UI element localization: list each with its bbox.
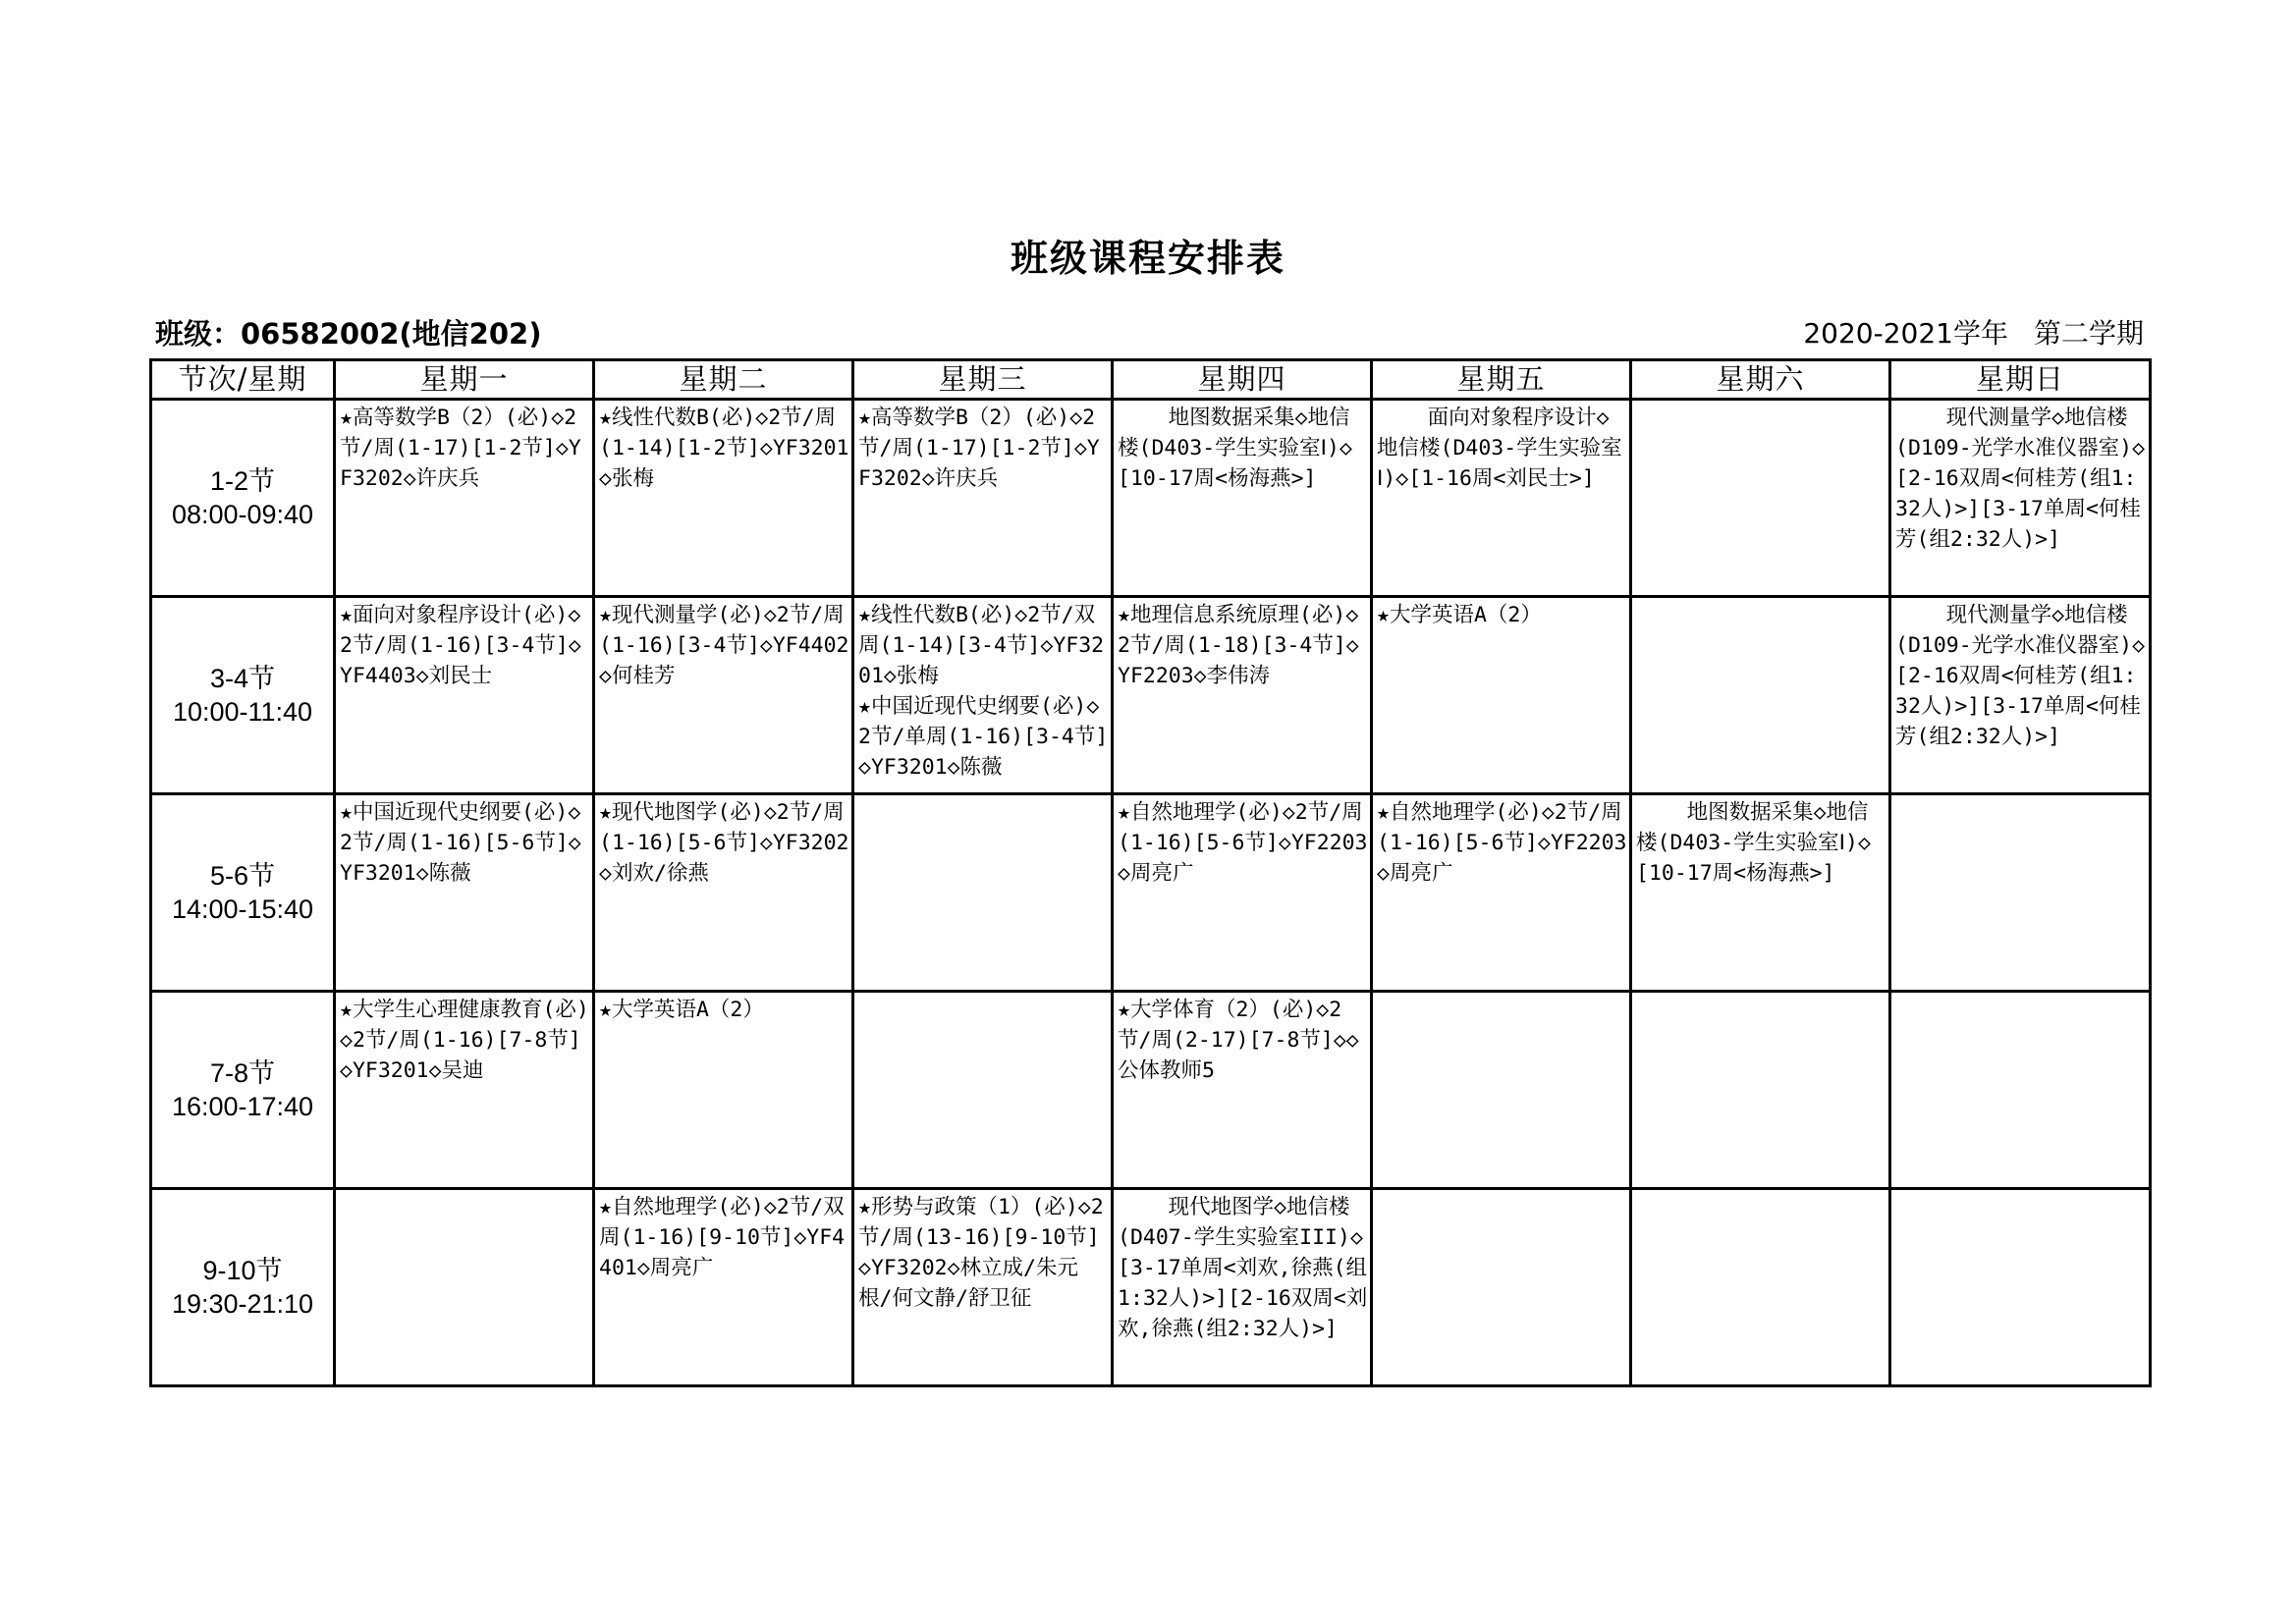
course-text: ★中国近现代史纲要(必)◇2节/周(1-16)[5-6节]◇YF3201◇陈薇 [340, 800, 581, 886]
course-cell [1372, 597, 1631, 794]
course-text: ★现代地图学(必)◇2节/周(1-16)[5-6节]◇YF3202◇刘欢/徐燕 [599, 800, 849, 886]
table-row [151, 597, 2151, 794]
course-cell [853, 992, 1113, 1189]
course-text: ★形势与政策（1）(必)◇2节/周(13-16)[9-10节]◇YF3202◇林立成/朱元根/何文静/舒卫征 [858, 1195, 1104, 1311]
class-label: 班级：06582002(地信202) [155, 317, 542, 351]
period-time: 16:00-17:40 [171, 1092, 314, 1121]
course-cell [1890, 597, 2151, 794]
day-header-mon: 星期一 [335, 360, 594, 400]
day-header-tue: 星期二 [594, 360, 853, 400]
period-time: 14:00-15:40 [171, 894, 314, 924]
course-cell [1372, 1189, 1631, 1386]
period-name: 3-4节 [209, 664, 276, 693]
day-header-fri: 星期五 [1372, 360, 1631, 400]
course-cell [1372, 794, 1631, 992]
course-cell [1890, 794, 2151, 992]
course-cell [335, 597, 594, 794]
course-text: ★现代测量学(必)◇2节/周(1-16)[3-4节]◇YF4402◇何桂芳 [599, 603, 849, 688]
course-cell [1372, 400, 1631, 597]
period-name: 5-6节 [209, 861, 276, 891]
course-text: ★自然地理学(必)◇2节/双周(1-16)[9-10节]◇YF4401◇周亮广 [599, 1195, 846, 1280]
period-cell [151, 597, 335, 794]
course-cell [335, 992, 594, 1189]
course-text: 面向对象程序设计◇地信楼(D403-学生实验室Ⅰ)◇[1-16周<刘民士>] [1377, 406, 1622, 491]
course-cell [1631, 1189, 1890, 1386]
course-cell [853, 400, 1113, 597]
course-cell [1631, 992, 1890, 1189]
course-text: ★地理信息系统原理(必)◇2节/周(1-18)[3-4节]◇YF2203◇李伟涛 [1118, 603, 1359, 688]
course-cell [594, 400, 853, 597]
period-time: 08:00-09:40 [171, 500, 314, 529]
course-cell [335, 794, 594, 992]
course-text: 现代测量学◇地信楼(D109-光学水准仪器室)◇[2-16双周<何桂芳(组1:32人)>][3-17单周<何桂芳(组2:32人)>] [1895, 603, 2146, 749]
period-time: 10:00-11:40 [172, 697, 313, 727]
corner-header: 节次/星期 [151, 360, 335, 400]
day-header-thu: 星期四 [1113, 360, 1372, 400]
academic-year: 2020-2021学年 [1803, 317, 2008, 350]
course-cell [594, 794, 853, 992]
course-cell [335, 1189, 594, 1386]
course-cell [1631, 597, 1890, 794]
course-cell [1113, 1189, 1372, 1386]
course-text: 现代测量学◇地信楼(D109-光学水准仪器室)◇[2-16双周<何桂芳(组1:32人)>][3-17单周<何桂芳(组2:32人)>] [1895, 406, 2146, 552]
course-cell [1890, 992, 2151, 1189]
course-text: 地图数据采集◇地信楼(D403-学生实验室Ⅰ)◇[10-17周<杨海燕>] [1636, 800, 1871, 886]
course-text: 地图数据采集◇地信楼(D403-学生实验室Ⅰ)◇[10-17周<杨海燕>] [1118, 406, 1352, 491]
table-row [151, 1189, 2151, 1386]
period-name: 7-8节 [209, 1058, 276, 1088]
course-cell [594, 1189, 853, 1386]
course-cell [1113, 794, 1372, 992]
day-header-sun: 星期日 [1890, 360, 2151, 400]
period-name: 1-2节 [209, 466, 276, 496]
course-cell [1631, 400, 1890, 597]
table-row [151, 794, 2151, 992]
course-text: ★高等数学B（2）(必)◇2节/周(1-17)[1-2节]◇YF3202◇许庆兵 [858, 406, 1100, 491]
day-header-sat: 星期六 [1631, 360, 1890, 400]
course-text: ★自然地理学(必)◇2节/周(1-16)[5-6节]◇YF2203◇周亮广 [1118, 800, 1368, 886]
table-row [151, 400, 2151, 597]
course-text: ★自然地理学(必)◇2节/周(1-16)[5-6节]◇YF2203◇周亮广 [1377, 800, 1627, 886]
timetable [149, 358, 2152, 1387]
course-cell [1113, 992, 1372, 1189]
course-text: ★线性代数B(必)◇2节/周(1-14)[1-2节]◇YF3201◇张梅 [599, 406, 849, 491]
semester-info [1803, 312, 2144, 352]
period-time: 19:30-21:10 [171, 1289, 314, 1319]
semester: 第二学期 [2033, 317, 2144, 350]
course-cell [853, 1189, 1113, 1386]
course-cell [1631, 794, 1890, 992]
header-row [151, 360, 2151, 400]
course-text: ★面向对象程序设计(必)◇2节/周(1-16)[3-4节]◇YF4403◇刘民士 [340, 603, 581, 688]
course-cell [594, 992, 853, 1189]
period-cell [151, 1189, 335, 1386]
period-cell [151, 992, 335, 1189]
course-text: ★大学英语A（2） [1377, 603, 1542, 627]
course-text: ★大学体育（2）(必)◇2节/周(2-17)[7-8节]◇◇公体教师5 [1118, 998, 1359, 1083]
period-name: 9-10节 [202, 1256, 283, 1285]
day-header-wed: 星期三 [853, 360, 1113, 400]
course-text: ★高等数学B（2）(必)◇2节/周(1-17)[1-2节]◇YF3202◇许庆兵 [340, 406, 581, 491]
period-cell [151, 400, 335, 597]
course-text: 现代地图学◇地信楼(D407-学生实验室III)◇[3-17单周<刘欢,徐燕(组1:32人)>][2-16双周<刘欢,徐燕(组2:32人)>] [1118, 1195, 1368, 1341]
course-cell [853, 597, 1113, 794]
course-cell [1890, 1189, 2151, 1386]
period-cell [151, 794, 335, 992]
course-cell [853, 794, 1113, 992]
course-text: ★大学生心理健康教育(必)◇2节/周(1-16)[7-8节]◇YF3201◇吴迪 [340, 998, 589, 1083]
course-text: ★线性代数B(必)◇2节/双周(1-14)[3-4节]◇YF3201◇张梅 ★中国近现代史纲要(必)◇2节/单周(1-16)[3-4节]◇YF3201◇陈薇 [858, 603, 1109, 780]
course-cell [594, 597, 853, 794]
table-row [151, 992, 2151, 1189]
course-cell [335, 400, 594, 597]
course-cell [1113, 597, 1372, 794]
course-cell [1890, 400, 2151, 597]
page-title: 班级课程安排表 [1010, 237, 1285, 280]
course-cell [1113, 400, 1372, 597]
course-text: ★大学英语A（2） [599, 998, 764, 1022]
course-cell [1372, 992, 1631, 1189]
